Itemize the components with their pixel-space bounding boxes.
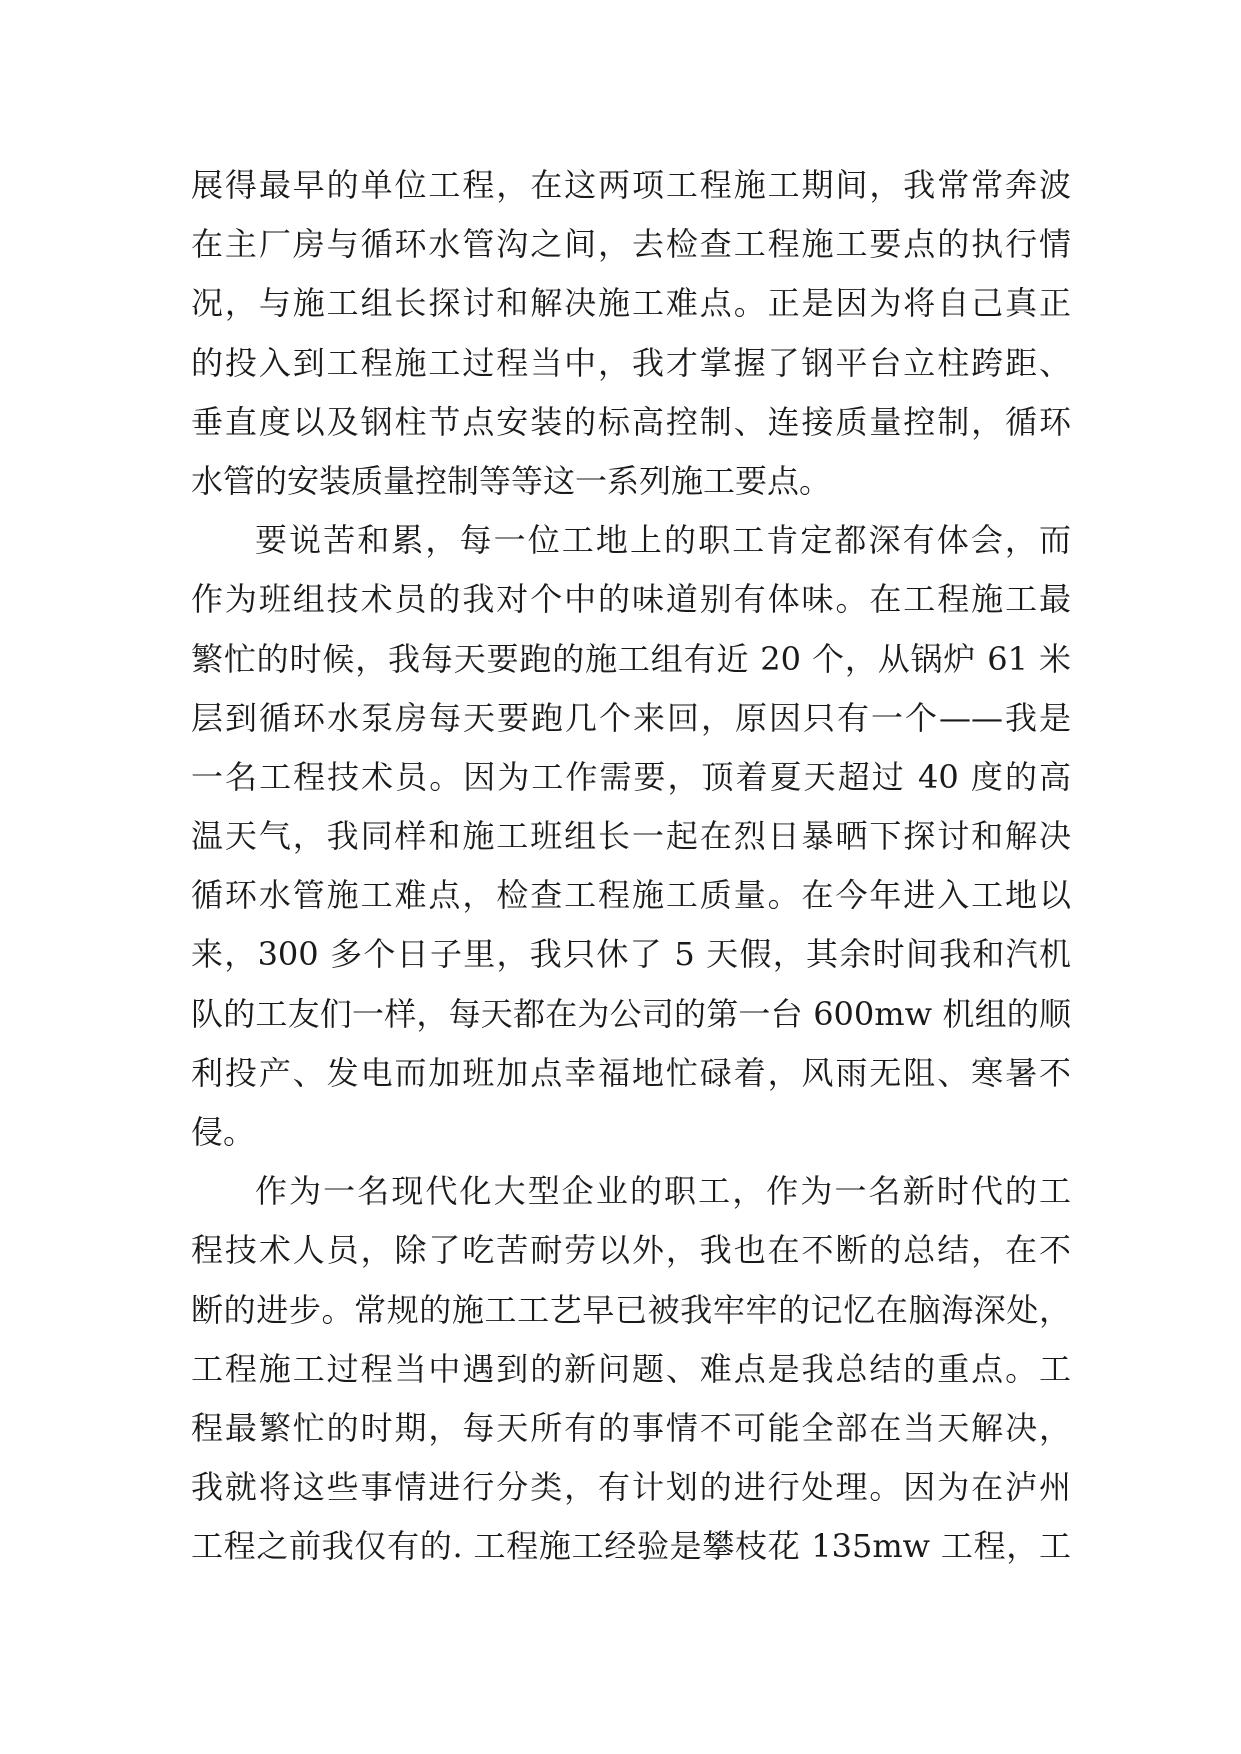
text-line: 繁忙的时候，我每天要跑的施工组有近 20 个，从锅炉 61 米: [191, 639, 1071, 678]
text-line: 展得最早的单位工程，在这两项工程施工期间，我常常奔波: [191, 166, 1071, 204]
text-line: 程最繁忙的时期，每天所有的事情不可能全部在当天解决，: [191, 1408, 1071, 1447]
text-line: 要说苦和累，每一位工地上的职工肯定都深有体会，而: [255, 521, 1071, 560]
text-line: 来，300 多个日子里，我只休了 5 天假，其余时间我和汽机: [191, 935, 1071, 974]
text-line: 在主厂房与循环水管沟之间，去检查工程施工要点的执行情: [191, 225, 1071, 264]
text-line: 利投产、发电而加班加点幸福地忙碌着，风雨无阻、寒暑不: [191, 1053, 1071, 1092]
text-line: 作为班组技术员的我对个中的味道别有体味。在工程施工最: [191, 580, 1071, 619]
text-line: 侵。: [191, 1113, 256, 1151]
text-line: 一名工程技术员。因为工作需要，顶着夏天超过 40 度的高: [191, 757, 1071, 796]
text-line: 断的进步。常规的施工工艺早已被我牢牢的记忆在脑海深处，: [191, 1290, 1071, 1329]
text-line: 作为一名现代化大型企业的职工，作为一名新时代的工: [255, 1172, 1071, 1211]
text-line: 我就将这些事情进行分类，有计划的进行处理。因为在泸州: [191, 1468, 1071, 1507]
text-line: 工程施工过程当中遇到的新问题、难点是我总结的重点。工: [191, 1349, 1071, 1388]
text-line: 的投入到工程施工过程当中，我才掌握了钢平台立柱跨距、: [191, 343, 1071, 382]
text-line: 工程之前我仅有的. 工程施工经验是攀枝花 135mw 工程，工: [191, 1527, 1071, 1566]
text-line: 队的工友们一样，每天都在为公司的第一台 600mw 机组的顺: [191, 994, 1071, 1033]
text-line: 程技术人员，除了吃苦耐劳以外，我也在不断的总结，在不: [191, 1231, 1071, 1270]
text-line: 循环水管施工难点，检查工程施工质量。在今年进入工地以: [191, 876, 1071, 915]
text-line: 水管的安装质量控制等等这一系列施工要点。: [191, 461, 832, 500]
body-text: [191, 156, 1071, 1577]
text-line: 况，与施工组长探讨和解决施工难点。正是因为将自己真正: [191, 284, 1071, 323]
text-line: 温天气，我同样和施工班组长一起在烈日暴晒下探讨和解决: [191, 817, 1071, 856]
text-line: 垂直度以及钢柱节点安装的标高控制、连接质量控制，循环: [191, 402, 1071, 441]
text-line: 层到循环水泵房每天要跑几个来回，原因只有一个——我是: [191, 698, 1071, 737]
